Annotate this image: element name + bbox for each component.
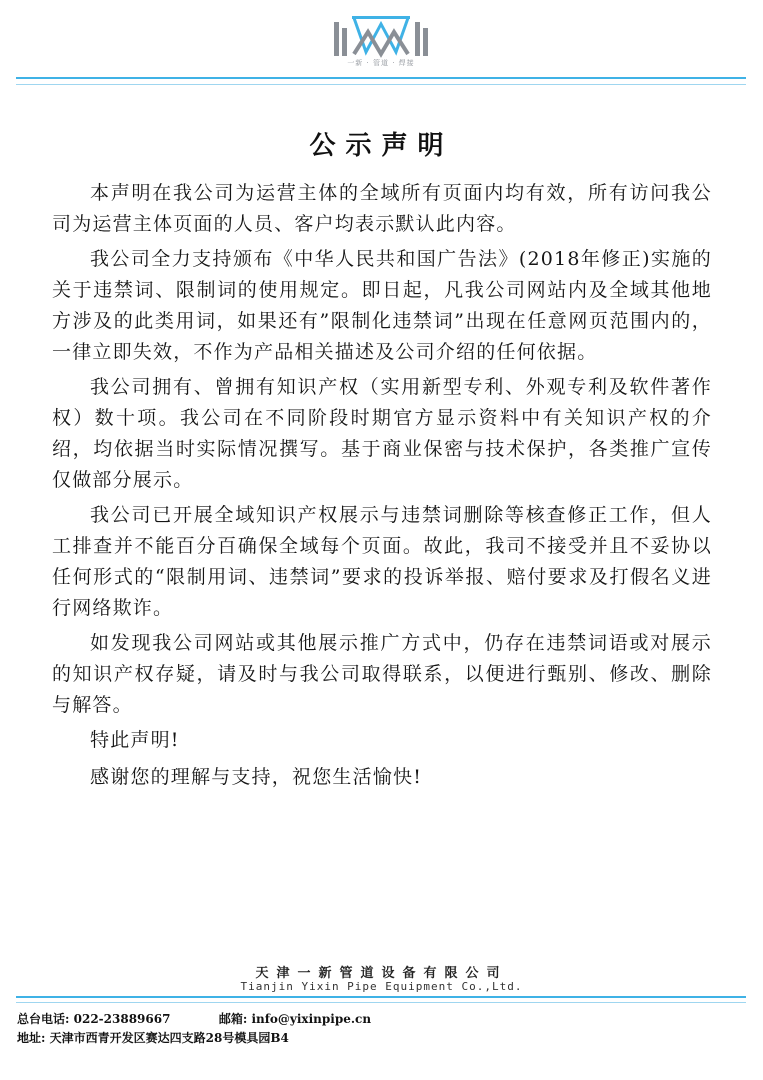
phone-label: 总台电话: bbox=[17, 1012, 70, 1026]
header-rule bbox=[16, 77, 746, 79]
paragraph-ip: 我公司拥有、曾拥有知识产权（实用新型专利、外观专利及软件著作权）数十项。我公司在不同阶段时期官方显示资料中有关知识产权的介绍，均依据当时实际情况撰写。基于商业保密与技术保护，各类推广宣传仅做部分展示。 bbox=[52, 376, 712, 491]
footer-rule bbox=[16, 996, 746, 998]
company-name-cn: 天津一新管道设备有限公司 bbox=[255, 966, 508, 981]
company-logo bbox=[330, 14, 432, 70]
paragraph-scope: 本声明在我公司为运营主体的全域所有页面内均有效，所有访问我公司为运营主体页面的人员、客户均表示默认此内容。 bbox=[52, 182, 712, 235]
page-title: 公示声明 bbox=[309, 131, 454, 161]
footer-address-line bbox=[17, 1029, 289, 1046]
yixin-logo-icon bbox=[330, 14, 432, 58]
statement-body bbox=[52, 178, 712, 799]
header-rule-thin bbox=[16, 84, 746, 85]
logo-tagline: 一新 · 管道 · 焊接 bbox=[347, 59, 415, 67]
paragraph-ad-law: 我公司全力支持颁布《中华人民共和国广告法》(2018年修正)实施的关于违禁词、限制词的使用规定。即日起，凡我公司网站内及全域其他地方涉及的此类用词，如果还有”限制化违禁词”出现在任意网页范围内的，一律立即失效，不作为产品相关描述及公司介绍的任何依据。 bbox=[52, 248, 712, 363]
footer-rule-thin bbox=[16, 1002, 746, 1003]
email-label: 邮箱: bbox=[218, 1012, 248, 1026]
closing-statement: 特此声明! bbox=[90, 729, 180, 751]
phone-number: 022-23889667 bbox=[73, 1012, 171, 1026]
email-address: info@yixinpipe.cn bbox=[251, 1012, 372, 1026]
address-label: 地址: bbox=[17, 1031, 46, 1045]
footer-contact-line bbox=[17, 1010, 371, 1027]
closing-thanks: 感谢您的理解与支持，祝您生活愉快! bbox=[90, 766, 423, 788]
paragraph-review: 我公司已开展全域知识产权展示与违禁词删除等核查修正工作，但人工排查并不能百分百确保全域每个页面。故此，我司不接受并且不妥协以任何形式的“限制用词、违禁词”要求的投诉举报、赔付要求及打假名义进行网络欺诈。 bbox=[52, 504, 712, 619]
company-name-en: Tianjin Yixin Pipe Equipment Co.,Ltd. bbox=[240, 980, 523, 993]
address-text: 天津市西青开发区赛达四支路28号模具园B4 bbox=[49, 1031, 289, 1045]
paragraph-contact: 如发现我公司网站或其他展示推广方式中，仍存在违禁词语或对展示的知识产权存疑，请及时与我公司取得联系，以便进行甄别、修改、删除与解答。 bbox=[52, 632, 712, 716]
